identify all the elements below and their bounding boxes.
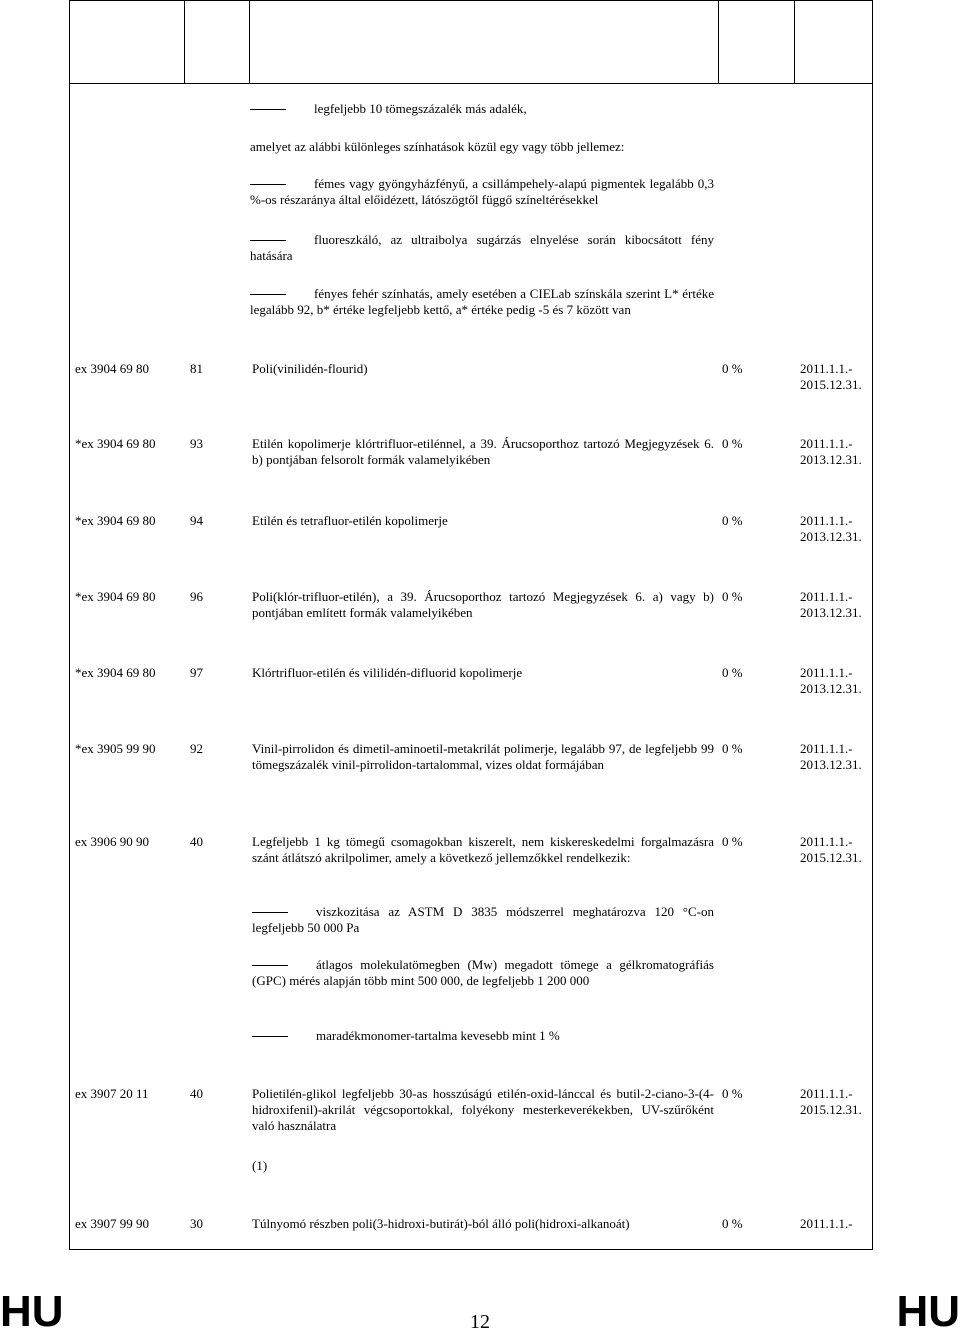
- table-row-taric: 40: [190, 834, 203, 849]
- header-kn-kod: KN-kód: [104, 34, 150, 49]
- table-row-bullet: maradékmonomer-tartalma kevesebb mint 1 %: [252, 1028, 714, 1044]
- table-row-taric: 96: [190, 589, 203, 604]
- dash-marker: [250, 294, 286, 295]
- table-row-kn: ex 3907 99 90: [75, 1216, 150, 1231]
- table-row-rate: 0 %: [722, 1086, 743, 1101]
- table-row-taric: 94: [190, 513, 203, 528]
- table-row-period: 2011.1.1.- 2013.12.31.: [800, 589, 862, 620]
- intro-bullet-2: fluoreszkáló, az ultraibolya sugárzás elnyelése során kibocsátott fény hatására: [250, 232, 714, 263]
- table-row-taric: 93: [190, 436, 203, 451]
- table-row-desc: Túlnyomó részben poli(3-hidroxi-butirát)-ból álló poli(hidroxi-alkanoát): [252, 1216, 630, 1231]
- table-row-period: 2011.1.1.-: [800, 1216, 853, 1231]
- table-row-bullet: átlagos molekulatömegben (Mw) megadott tömege a gélkromatográfiás (GPC) mérés alapján több mint 500 000, de legfeljebb 1 200 000: [252, 957, 714, 988]
- table-row-kn: *ex 3904 69 80: [75, 589, 156, 604]
- table-row-rate: 0 %: [722, 741, 743, 756]
- table-row-desc: Poli(klór-trifluor-etilén), a 39. Árucsoporthoz tartozó Megjegyzések 6. a) vagy b) pontjában említett formák valamelyikében: [252, 589, 714, 620]
- table-row-taric: 81: [190, 361, 203, 376]
- table-row-desc: Legfeljebb 1 kg tömegű csomagokban kiszerelt, nem kiskereskedelmi forgalmazásra szánt átlátszó akrilpolimer, amely a következő jellemzőkkel rendelkezik:: [252, 834, 714, 865]
- dash-marker: [250, 184, 286, 185]
- footer-language-right: HU: [896, 1287, 960, 1336]
- dash-marker: [250, 109, 286, 110]
- table-row-desc: Poli(vinilidén-flourid): [252, 361, 368, 376]
- table-row-period: 2011.1.1.- 2015.12.31.: [800, 1086, 862, 1117]
- table-row-period: 2011.1.1.- 2015.12.31.: [800, 834, 862, 865]
- table-row-rate: 0 %: [722, 361, 743, 376]
- intro-line-1: legfeljebb 10 tömegszázalék más adalék,: [250, 101, 720, 117]
- table-row-desc: Etilén kopolimerje klórtrifluor-etilénnel, a 39. Árucsoporthoz tartozó Megjegyzések 6. b) pontjában felsorolt formák valamelyikében: [252, 436, 714, 467]
- dash-marker: [252, 965, 288, 966]
- table-row-bullet: viszkozitása az ASTM D 3835 módszerrel meghatározva 120 °C-on legfeljebb 50 000 Pa: [252, 904, 714, 935]
- table-row-kn: ex 3907 20 11: [75, 1086, 149, 1101]
- header-bottom-rule: [70, 83, 872, 84]
- table-row-rate: 0 %: [722, 589, 743, 604]
- table-row-rate: 0 %: [722, 834, 743, 849]
- intro-line-2: amelyet az alábbi különleges színhatások közül egy vagy több jellemez:: [250, 139, 625, 154]
- table-row-taric: 40: [190, 1086, 203, 1101]
- table-row-desc: Klórtrifluor-etilén és vililidén-difluorid kopolimerje: [252, 665, 523, 680]
- table-row-taric: 30: [190, 1216, 203, 1231]
- table-row-kn: *ex 3905 99 90: [75, 741, 156, 756]
- table-row-desc: Vinil-pirrolidon és dimetil-aminoetil-metakrilát polimerje, legalább 97, de legfeljebb 99 tömegszázalék vinil-pirrolidon-tartalommal, vizes oldat formájában: [252, 741, 714, 772]
- header-taric: TARIC: [196, 34, 238, 49]
- header-autonom-vamtetel: Autonóm vámtétel: [730, 26, 783, 57]
- table-row-rate: 0 %: [722, 1216, 743, 1231]
- dash-marker: [252, 1036, 288, 1037]
- table-row-rate: 0 %: [722, 665, 743, 680]
- table-row-kn: *ex 3904 69 80: [75, 436, 156, 451]
- table-row-kn: ex 3906 90 90: [75, 834, 150, 849]
- table-row-desc: Etilén és tetrafluor-etilén kopolimerje: [252, 513, 448, 528]
- table-row-taric: 92: [190, 741, 203, 756]
- page-number: 12: [470, 1311, 490, 1333]
- header-arumegnevezes: Árumegnevezés: [438, 34, 530, 49]
- table-row-period: 2011.1.1.- 2013.12.31.: [800, 741, 862, 772]
- table-row-taric: 97: [190, 665, 203, 680]
- dash-marker: [252, 912, 288, 913]
- table-row-period: 2011.1.1.- 2013.12.31.: [800, 436, 862, 467]
- table-row-rate: 0 %: [722, 513, 743, 528]
- table-row-period: 2011.1.1.- 2015.12.31.: [800, 361, 862, 392]
- dash-marker: [250, 240, 286, 241]
- footnote-reference: (1): [252, 1158, 268, 1173]
- table-row-kn: *ex 3904 69 80: [75, 665, 156, 680]
- table-row-kn: ex 3904 69 80: [75, 361, 150, 376]
- table-row-period: 2011.1.1.- 2013.12.31.: [800, 513, 862, 544]
- table-row-desc: Polietilén-glikol legfeljebb 30-as hosszúságú etilén-oxid-lánccal és butil-2-ciano-3-(4-hidroxifenil)-akrilát végcsoportokkal, folyékony mesterkeverékekben, UV-szűrőként való használatra: [252, 1086, 714, 1133]
- footer-language-left: HU: [0, 1287, 64, 1336]
- table-row-period: 2011.1.1.- 2013.12.31.: [800, 665, 862, 696]
- table-row-kn: *ex 3904 69 80: [75, 513, 156, 528]
- intro-bullet-1: fémes vagy gyöngyházfényű, a csillámpehely-alapú pigmentek legalább 0,3 %-os részaránya által előidézett, látószögtől függő színeltérésekkel: [250, 176, 714, 207]
- header-ervenyessegi-idoszak: Érvényességi időszak: [796, 26, 872, 57]
- intro-bullet-3: fényes fehér színhatás, amely esetében a CIELab színskála szerint L* értéke legalább 92, b* értéke legfeljebb kettő, a* értéke pedig -5 és 7 között van: [250, 286, 714, 317]
- table-row-rate: 0 %: [722, 436, 743, 451]
